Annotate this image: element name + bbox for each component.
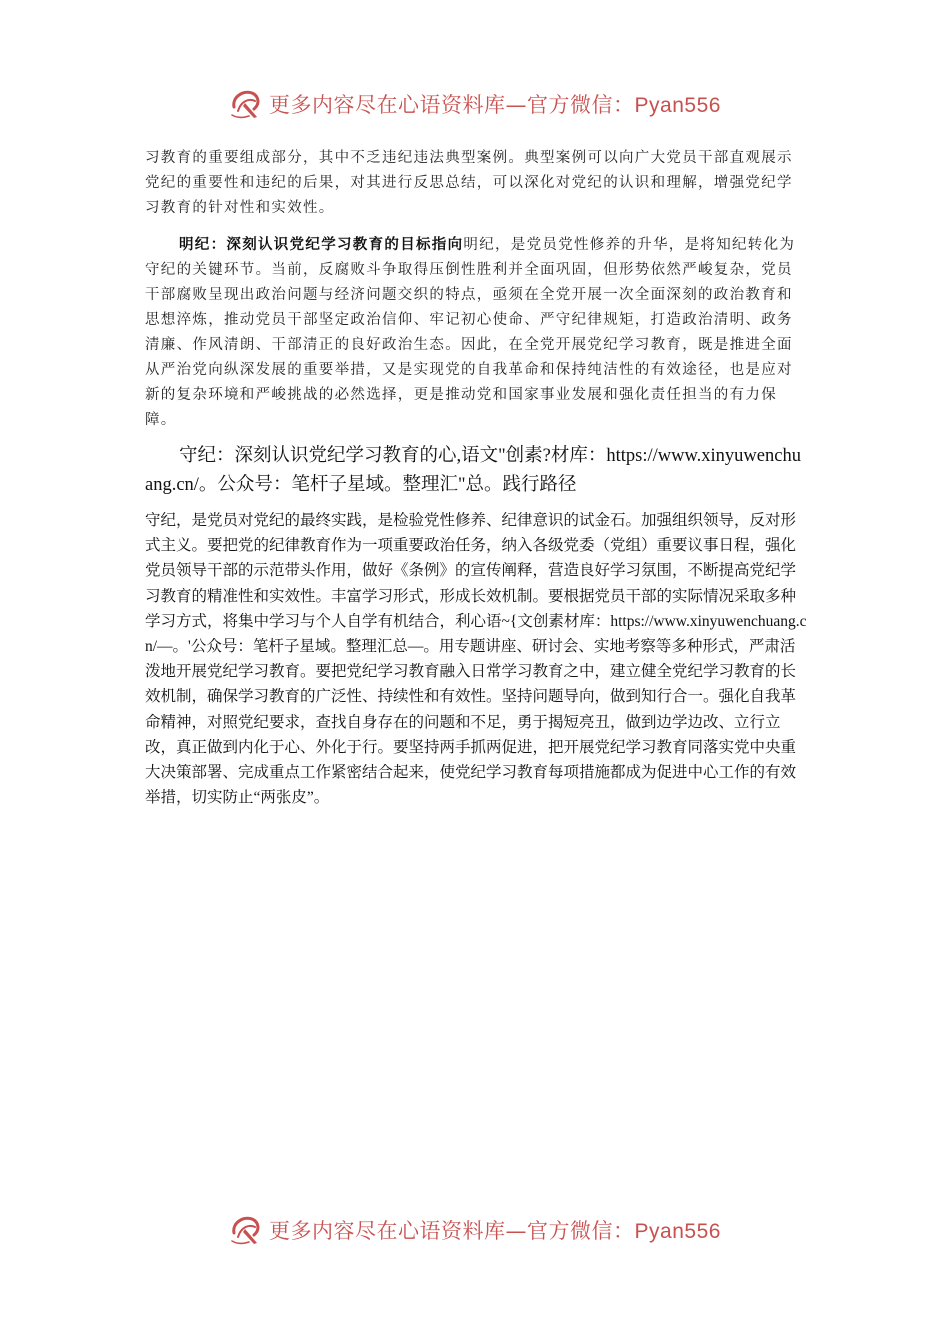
header-banner-text: 更多内容尽在心语资料库—官方微信：Pyan556 bbox=[269, 93, 721, 117]
paragraph-2-heading: 明纪：深刻认识党纪学习教育的目标指向 bbox=[179, 237, 464, 253]
footer-banner-text: 更多内容尽在心语资料库—官方微信：Pyan556 bbox=[269, 1219, 721, 1243]
header-banner bbox=[0, 84, 950, 124]
footer-banner bbox=[0, 1210, 950, 1250]
pen-swirl-logo-icon bbox=[229, 1213, 263, 1247]
paragraph-2 bbox=[145, 233, 807, 433]
paragraph-1: 习教育的重要组成部分，其中不乏违纪违法典型案例。典型案例可以向广大党员干部直观展示党纪的重要性和违纪的后果，对其进行反思总结，可以深化对党纪的认识和理解，增强党纪学习教育的针对性和实效性。 bbox=[145, 150, 793, 216]
paragraph-2-text: 明纪，是党员党性修养的升华，是将知纪转化为守纪的关键环节。当前，反腐败斗争取得压倒性胜利并全面巩固，但形势依然严峻复杂，党员干部腐败呈现出政治问题与经济问题交织的特点，亟须在全党开展一次全面深刻的政治教育和思想淬炼，推动党员干部坚定政治信仰、牢记初心使命、严守纪律规矩，打造政治清明、政务清廉、作风清朗、干部清正的良好政治生态。因此，在全党开展党纪学习教育，既是推进全面从严治党向纵深发展的重要举措，又是实现党的自我革命和保持纯洁性的有效途径，也是应对新的复杂环境和严峻挑战的必然选择，更是推动党和国家事业发展和强化责任担当的有力保障。 bbox=[145, 237, 796, 428]
paragraph-3-heading: 守纪：深刻认识党纪学习教育的心,语文"创素?材库：https://www.xinyuwenchuang.cn/。公众号：笔杆子星域。整理汇"总。践行路径 bbox=[145, 446, 801, 495]
paragraph-4: 守纪，是党员对党纪的最终实践，是检验党性修养、纪律意识的试金石。加强组织领导，反对形式主义。要把党的纪律教育作为一项重要政治任务，纳入各级党委（党组）重要议事日程，强化党员领导干部的示范带头作用，做好《条例》的宣传阐释，营造良好学习氛围，不断提高党纪学习教育的精准性和实效性。丰富学习形式，形成长效机制。要根据党员干部的实际情况采取多种学习方式，将集中学习与个人自学有机结合，利心语~{文创素材库：https://www.xinyuwenchuang.cn/—。'公众号：笔杆子星域。整理汇总—。用专题讲座、研讨会、实地考察等多种形式，严肃活泼地开展党纪学习教育。要把党纪学习教育融入日常学习教育之中，建立健全党纪学习教育的长效机制，确保学习教育的广泛性、持续性和有效性。坚持问题导向，做到知行合一。强化自我革命精神，对照党纪要求，查找自身存在的问题和不足，勇于揭短亮丑，做到边学边改、立行立改，真正做到内化于心、外化于行。要坚持两手抓两促进，把开展党纪学习教育同落实党中央重大决策部署、完成重点工作紧密结合起来，使党纪学习教育每项措施都成为促进中心工作的有效举措，切实防止“两张皮”。 bbox=[145, 512, 807, 807]
pen-swirl-logo-icon bbox=[229, 87, 263, 121]
